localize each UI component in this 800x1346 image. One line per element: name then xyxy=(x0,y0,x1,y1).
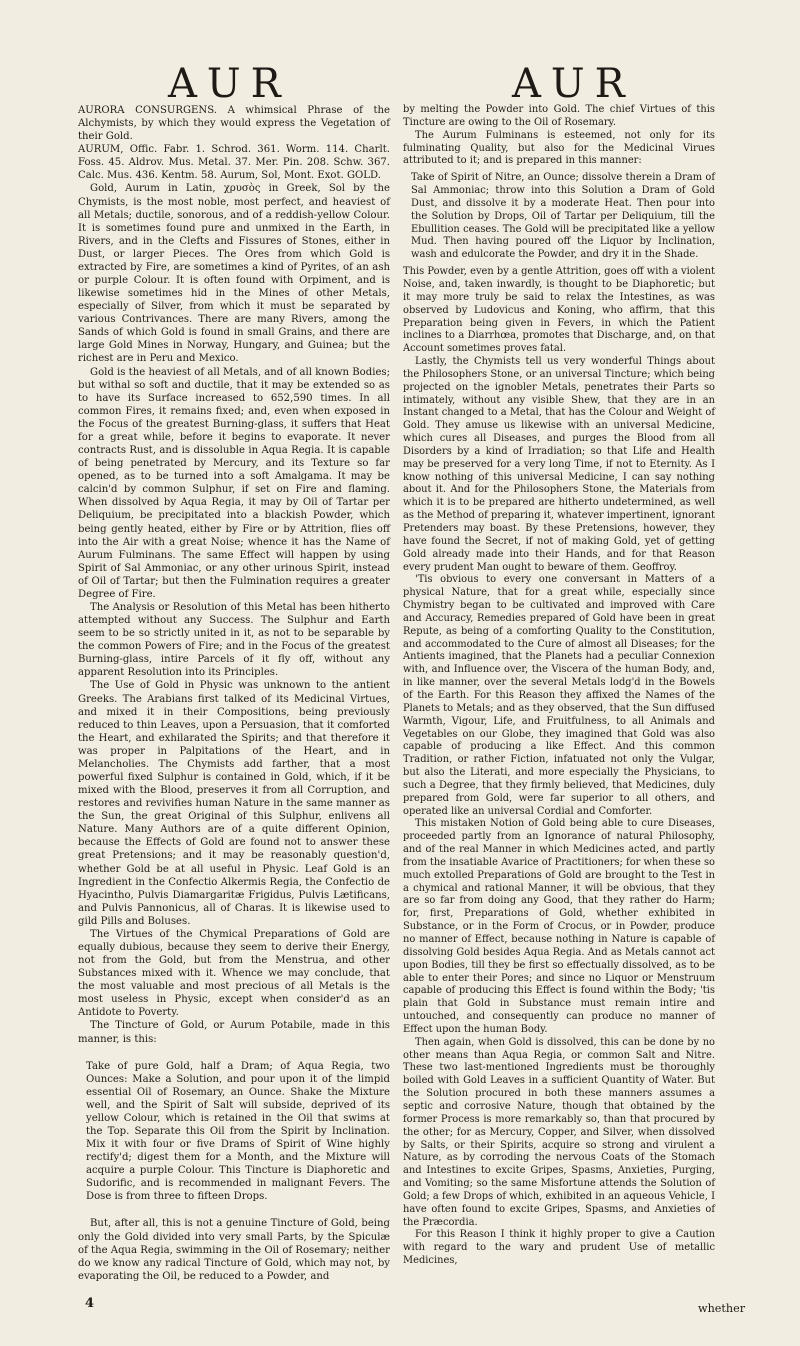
paragraph: This mistaken Notion of Gold being able to cure Diseases, proceeded partly from an Ignorance of natural Philosophy, and of the real Manner in which Medicines acted, and partly from the insatiable Avarice of Practitioners; for when these so much extolled Preparations of Gold are brought to the Test in a chymical and rational Manner, it will be obvious, that they are so far from doing any Good, that they rather do Harm; for, first, Preparations of Gold, whether exhibited in Substance, or in the Form of Crocus, or in Powder, produce no manner of Effect, because nothing in Nature is capable of dissolving Gold besides Aqua Regia. And as Metals cannot act upon Bodies, till they be first so effectually dissolved, as to be able to enter their Pores; and since no Liquor or Menstruum capable of producing this Effect is found within the Body; 'tis plain that Gold in Substance must remain intire and untouched, and consequently can produce no manner of Effect upon the human Body. xyxy=(403,818,715,1035)
header-right: AUR xyxy=(512,61,635,107)
recipe-paragraph: Take of Spirit of Nitre, an Ounce; dissolve therein a Dram of Sal Ammoniac; throw into this Solution a Dram of Gold Dust, and dissolve it by a moderate Heat. Then pour into the Solution by Drops, Oil of Tartar per Deliquium, till the Ebullition ceases. The Gold will be precipitated like a yellow Mud. Then having poured off the Liquor by Inclination, wash and edulcorate the Powder, and dry it in the Shade. xyxy=(411,172,715,261)
paragraph: The Analysis or Resolution of this Metal has been hitherto attempted without any Success. The Sulphur and Earth seem to be so strictly united in it, as not to be separable by the common Powers of Fire; and in the Focus of the greatest Burning-glass, intire Parcels of it fly off, without any apparent Resolution into its Principles. xyxy=(78,601,390,679)
signature-mark: 4 xyxy=(85,1296,95,1311)
paragraph: The Tincture of Gold, or Aurum Potabile, made in this manner, is this: xyxy=(78,1020,390,1045)
paragraph: AURORA CONSURGENS. A whimsical Phrase of the Alchymists, by which they would express the Vegetation of their Gold. xyxy=(78,105,390,143)
paragraph: Gold is the heaviest of all Metals, and of all known Bodies; but withal so soft and ductile, that it may be extended so as to have its Surface increased to 652,590 times. In all common Fires, it remains fixed; and, even when exposed in the Focus of the greatest Burning-glass, it suffers that Heat for a great while, before it begins to evaporate. It never contracts Rust, and is dissoluble in Aqua Regia. It is capable of being penetrated by Mercury, and its Texture so far opened, as to be turned into a soft Amalgama. It may be calcin'd by common Sulphur, if set on Fire and flaming. When dissolved by Aqua Regia, it may by Oil of Tartar per Deliquium, be precipitated into a blackish Powder, which being gently heated, either by Fire or by Attrition, flies off into the Air with a great Noise; whence it has the Name of Aurum Fulminans. The same Effect will happen by using Spirit of Sal Ammoniac, or any other urinous Spirit, instead of Oil of Tartar; but then the Fulmination requires a greater Degree of Fire. xyxy=(78,366,390,600)
catchword: whether xyxy=(698,1302,746,1315)
paragraph: This Powder, even by a gentle Attrition, goes off with a violent Noise, and, taken inwardly, is thought to be Diaphoretic; but it may more truly be said to relax the Intestines, as was observed by Ludovicus and Koning, who affirm, that this Preparation being given in Fevers, in which the Patient inclines to a Diarrhœa, promotes that Discharge, and, on that Account sometimes proves fatal. xyxy=(403,266,715,355)
right-column xyxy=(403,104,715,1268)
paragraph: The Aurum Fulminans is esteemed, not only for its fulminating Quality, but also for the Medicinal Virues attributed to it; and is prepared in this manner: xyxy=(403,129,715,167)
paragraph: For this Reason I think it highly proper to give a Caution with regard to the wary and prudent Use of metallic Medicines, xyxy=(403,1229,715,1267)
header-left: AUR xyxy=(168,61,291,107)
left-column xyxy=(78,104,390,1283)
paragraph: Lastly, the Chymists tell us very wonderful Things about the Philosophers Stone, or an universal Tincture; which being projected on the ignobler Metals, penetrates their Parts so intimately, without any visible Shew, that they are in an Instant changed to a Metal, that has the Colour and Weight of Gold. They amuse us likewise with an universal Medicine, which cures all Diseases, and purges the Blood from all Disorders by a kind of Irradiation; so that Life and Health may be preserved for a very long Time, if not to Eternity. As I know nothing of this universal Medicine, I can say nothing about it. And for the Philosophers Stone, the Materials from which it is to be prepared are hitherto undetermined, as well as the Method of preparing it, whatever impertinent, ignorant Pretenders may boast. By these Pretensions, however, they have found the Secret, if not of making Gold, yet of getting Gold already made into their Hands, and for that Reason every prudent Man ought to beware of them. Geoffroy. xyxy=(403,356,715,573)
paragraph: The Virtues of the Chymical Preparations of Gold are equally dubious, because they seem to derive their Energy, not from the Gold, but from the Menstrua, and other Substances mixed with it. Whence we may conclude, that the most valuable and most precious of all Metals is the most useless in Physic, except when consider'd as an Antidote to Poverty. xyxy=(78,928,390,1019)
paragraph: Gold, Aurum in Latin, χρυσὸς in Greek, Sol by the Chymists, is the most noble, most perfect, and heaviest of all Metals; ductile, sonorous, and of a reddish-yellow Colour. It is sometimes found pure and unmixed in the Earth, in Rivers, and in the Clefts and Fissures of Stones, either in Dust, or larger Pieces. The Ores from which Gold is extracted by Fire, are sometimes a kind of Pyrites, of an ash or purple Colour. It is often found with Orpiment, and is likewise sometimes hid in the Mines of other Metals, especially of Silver, from which it must be separated by various Contrivances. There are many Rivers, among the Sands of which Gold is found in small Grains, and there are large Gold Mines in Norway, Hungary, and Guinea; but the richest are in Peru and Mexico. xyxy=(78,183,390,365)
paragraph: The Use of Gold in Physic was unknown to the antient Greeks. The Arabians first talked of its Medicinal Virtues, and mixed it in their Compositions, being previously reduced to thin Leaves, upon a Persuasion, that it comforted the Heart, and exhilarated the Spirits; and that therefore it was proper in Palpitations of the Heart, and in Melancholies. The Chymists add farther, that a most powerful fixed Sulphur is contained in Gold, which, if it be mixed with the Blood, preserves it from all Corruption, and restores and revivifies human Nature in the same manner as the Sun, the great Original of this Sulphur, enlivens all Nature. Many Authors are of a quite different Opinion, because the Effects of Gold are found not to answer these great Pretensions; and it may be reasonably question'd, whether Gold be at all useful in Physic. Leaf Gold is an Ingredient in the Confectio Alkermis Regia, the Confectio de Hyacintho, Pulvis Diamargaritæ Frigidus, Pulvis Lætificans, and Pulvis Pannonicus, all of Charas. It is likewise used to gild Pills and Boluses. xyxy=(78,680,390,927)
recipe-paragraph: Take of pure Gold, half a Dram; of Aqua Regia, two Ounces: Make a Solution, and pour upon it of the limpid essential Oil of Rosemary, an Ounce. Shake the Mixture well, and the Spirit of Salt will subside, deprived of its yellow Colour, which is retained in the Oil that swims at the Top. Separate this Oil from the Spirit by Inclination. Mix it with four or five Drams of Spirit of Wine highly rectify'd; digest them for a Month, and the Mixture will acquire a purple Colour. This Tincture is Diaphoretic and Sudorific, and is recommended in malignant Fevers. The Dose is from three to fifteen Drops. xyxy=(86,1060,390,1203)
paragraph: AURUM, Offic. Fabr. 1. Schrod. 361. Worm. 114. Charlt. Foss. 45. Aldrov. Mus. Metal. 37. Mer. Pin. 208. Schw. 367. Calc. Mus. 436. Kentm. 58. Aurum, Sol, Mont. Exot. GOLD. xyxy=(78,144,390,182)
paragraph: 'Tis obvious to every one conversant in Matters of a physical Nature, that for a great while, especially since Chymistry began to be cultivated and improved with Care and Accuracy, Remedies prepared of Gold have been in great Repute, as being of a comforting Quality to the Constitution, and accommodated to the Cure of almost all Diseases; for the Antients imagined, that the Planets had a peculiar Connexion with, and Influence over, the Viscera of the human Body, and, in like manner, over the several Metals lodg'd in the Bowels of the Earth. For this Reason they affixed the Names of the Planets to Metals; and as they observed, that the Sun diffused Warmth, Vigour, Life, and Fruitfulness, to all Animals and Vegetables on our Globe, they imagined that Gold was also capable of producing a like Effect. And this common Tradition, or rather Fiction, infatuated not only the Vulgar, but also the Literati, and more especially the Physicians, to such a Degree, that they firmly believed, that Medicines, duly prepared from Gold, were far superior to all others, and operated like an universal Cordial and Comforter. xyxy=(403,574,715,817)
paragraph: Then again, when Gold is dissolved, this can be done by no other means than Aqua Regia, or common Salt and Nitre. These two last-mentioned Ingredients must be thoroughly boiled with Gold Leaves in a sufficient Quantity of Water. But the Solution procured in both these manners assumes a septic and corrosive Nature, though that obtained by the former Process is more remarkably so, than that procured by the other; for as Mercury, Copper, and Silver, when dissolved by Salts, or their Spirits, acquire so strong and virulent a Nature, as by corroding the nervous Coats of the Stomach and Intestines to excite Gripes, Spasms, Anxieties, Purging, and Vomiting; so the same Misfortune attends the Solution of Gold; a few Drops of which, exhibited in an aqueous Vehicle, I have often found to excite Gripes, Spasms, and Anxieties of the Præcordia. xyxy=(403,1036,715,1228)
paragraph: by melting the Powder into Gold. The chief Virtues of this Tincture are owing to the Oil of Rosemary. xyxy=(403,104,715,128)
paragraph: But, after all, this is not a genuine Tincture of Gold, being only the Gold divided into very small Parts, by the Spiculæ of the Aqua Regia, swimming in the Oil of Rosemary; neither do we know any radical Tincture of Gold, which may not, by evaporating the Oil, be reduced to a Powder, and xyxy=(78,1218,390,1282)
running-header xyxy=(0,62,800,106)
